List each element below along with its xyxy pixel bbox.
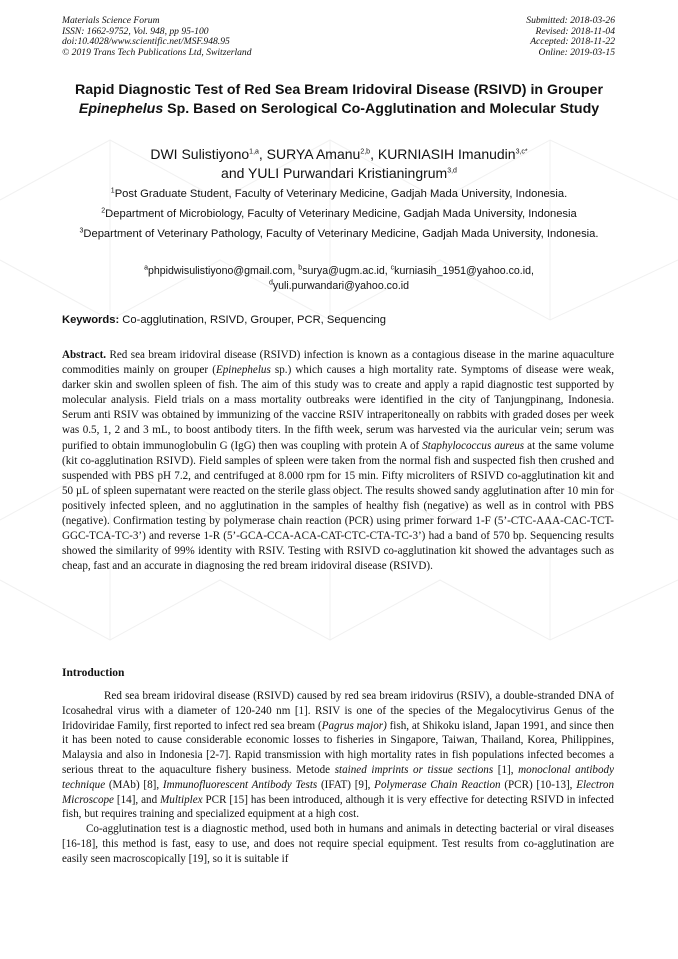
online-date: Online: 2019-03-15 [538, 46, 615, 58]
author-affiliation-mark: 2,b [360, 148, 371, 156]
email-mark: d [268, 279, 273, 287]
abstract-label: Abstract. [62, 349, 107, 361]
author-name: , SURYA Amanu [258, 146, 361, 162]
author-line-1 [62, 145, 616, 164]
email-address[interactable]: yuli.purwandari@yahoo.co.id [272, 280, 410, 292]
author-name: and YULI Purwandari Kristianingrum [221, 165, 448, 181]
journal-name: Materials Science Forum [62, 15, 160, 26]
affiliation-text: Department of Microbiology, Faculty of Veterinary Medicine, Gadjah Mada University, Indonesia [105, 208, 577, 220]
email-address[interactable]: surya@ugm.ac.id, [302, 265, 391, 277]
email-line-1 [62, 264, 616, 279]
body-italic: monoclonal antibody technique [62, 763, 614, 791]
affiliation-number: 1 [110, 187, 115, 195]
journal-issn: ISSN: 1662-9752, Vol. 948, pp 95-100 [62, 25, 209, 37]
body-text: (MAb) [8], [105, 778, 163, 791]
affiliation-list [62, 186, 616, 246]
title-genus: Epinephelus [78, 100, 164, 117]
title-text-part2: Sp. Based on Serological Co-Agglutination and Molecular Study [163, 100, 600, 117]
paragraph [62, 689, 614, 822]
affiliation-number: 3 [79, 227, 84, 235]
paragraph: Co-agglutination test is a diagnostic method, used both in humans and animals in detecting bacterial or viral diseases [16-18], this method is fast, easy to use, and does not require special equipment. Test results from co-agglutination are easily seen macroscopically [19], so it is suitable if [62, 823, 614, 865]
abstract-text: Red sea bream iridoviral disease (RSIVD) infection is known as a contagious disease in the marine aquaculture commodities mainly on grouper ( [62, 349, 614, 377]
email-line-2 [62, 279, 616, 294]
affiliation-1 [62, 186, 616, 202]
email-address[interactable]: kurniasih_1951@yahoo.co.id, [394, 265, 534, 277]
abstract-italic: Epinephelus [215, 364, 271, 377]
submitted-date: Submitted: 2018-03-26 [526, 15, 615, 26]
author-affiliation-mark: 3,c* [515, 148, 528, 156]
journal-header-right [526, 16, 615, 58]
body-italic: stained imprints or tissue sections [334, 763, 494, 776]
body-text: [14], and [113, 793, 161, 806]
journal-header-left [62, 16, 252, 58]
journal-copyright: © 2019 Trans Tech Publications Ltd, Switzerland [62, 46, 252, 58]
affiliation-3 [62, 226, 616, 242]
email-list [62, 264, 616, 294]
email-mark: b [298, 264, 303, 272]
body-text: fish, at Shikoku island, Japan 1991, and since then it has been noted to cause considerable economic losses to fisheries in Singapore, Taiwan, Thailand, Korea, Philippines, Malaysia and also in Indonesia [2-7]. Rapid transmission with high mortality rates in fish populations infected becomes a serious threat to the aquaculture fishery business. Metode [62, 719, 614, 776]
body-italic: Polymerase Chain Reaction [374, 778, 501, 791]
author-list [62, 145, 616, 183]
email-mark: a [144, 264, 148, 272]
body-italic: Multiplex [160, 793, 203, 806]
author-name: DWI Sulistiyono [150, 146, 250, 162]
body-italic: Pagrus major) [321, 719, 387, 732]
accepted-date: Accepted: 2018-11-22 [530, 36, 615, 48]
introduction-body [62, 689, 614, 867]
keywords-text: Co-agglutination, RSIVD, Grouper, PCR, Sequencing [119, 314, 386, 326]
body-italic: Immunofluorescent Antibody Tests [162, 778, 318, 791]
author-line-2 [62, 164, 616, 183]
body-text: Red sea bream iridoviral disease (RSIVD) caused by red sea bream iridovirus (RSIV), a double-stranded DNA of Icosahedral virus with a diameter of 120-240 nm [1]. RSIV is one of the species of the Megalocytivirus Genus of the Iridoviridae Family, first reported to infect red sea bream ( [62, 690, 614, 732]
author-affiliation-mark: 1,a [249, 148, 259, 156]
affiliation-2 [62, 206, 616, 222]
title-text-part1: Rapid Diagnostic Test of Red Sea Bream Iridoviral Disease (RSIVD) in Grouper [75, 82, 603, 98]
keywords [62, 313, 616, 328]
abstract-text: at the same volume (kit co-agglutination RSIVD). Field samples of spleen were taken from the normal fish and suspected fish then crushed and suspended with PBS pH 7.2, and centrifuged at 8.000 rpm for 15 min. Fifty microliters of RSIVD co-agglutination kit and 50 µL of spleen supernatant were reacted on the sterile glass object. The results showed sandy agglutination after 10 min for positively infected spleen, and no agglutination in the samples of healthy fish (negative) as well as in control with PBS (negative). Confirmation testing by polymerase chain reaction (PCR) using primer forward 1-F (5’-CTC-AAA-CAC-TCT-GGC-TCA-TC-3’) and reverse 1-R (5’-GCA-CCA-ACA-CAT-CTC-CTA-TC-3’) had a band of 570 bp. Sequencing results showed the similarity of 99% identity with RSIV. Testing with RSIVD co-agglutination kit showed the advantages such as cheap, fast and an accurate in diagnosing the red bream iridoviral disease (RSIVD). [62, 439, 614, 573]
abstract [62, 348, 614, 574]
affiliation-text: Post Graduate Student, Faculty of Veterinary Medicine, Gadjah Mada University, Indonesia. [114, 188, 568, 200]
section-heading-introduction: Introduction [62, 667, 125, 679]
paper-title [62, 81, 616, 118]
journal-doi[interactable]: doi:10.4028/www.scientific.net/MSF.948.95 [62, 36, 230, 48]
abstract-text: sp.) which causes a high mortality rate. Symptoms of disease were weak, darker skin and swollen spleen of fish. The aim of this study was to create and apply a rapid diagnostic test supported by molecular analysis. Field trials on a mass mortality outbreaks were identified in the city of Tanjungpinang, Indonesia. Serum anti RSIV was obtained by immunizing of the vaccine RSIV intraperitoneally on rabbits with graded doses per week was 0.5, 1, 2 and 3 mL, to boost antibody titers. In the fifth week, serum was harvested via the auricular vein; serum was purified to obtain immunoglobulin G (IgG) then was coupling with protein A of [62, 364, 614, 452]
affiliation-text: Department of Veterinary Pathology, Faculty of Veterinary Medicine, Gadjah Mada University, Indonesia. [83, 228, 599, 240]
body-text: [1], [493, 763, 519, 776]
keywords-label: Keywords: [62, 314, 120, 326]
affiliation-number: 2 [101, 207, 106, 215]
author-affiliation-mark: 3,d [447, 167, 457, 175]
abstract-italic: Staphylococcus aureus [422, 439, 525, 452]
revised-date: Revised: 2018-11-04 [535, 25, 615, 37]
email-mark: c [390, 264, 395, 272]
body-text: PCR [15] has been introduced, although it is very effective for detecting RSIVD in infected fish, but requires training and specialized equipment at a high cost. [62, 793, 614, 821]
body-text: (PCR) [10-13], [500, 778, 577, 791]
body-text: (IFAT) [9], [317, 778, 375, 791]
author-name: , KURNIASIH Imanudin [370, 146, 516, 162]
body-italic: Electron Microscope [62, 778, 614, 806]
email-address[interactable]: phpidwisulistiyono@gmail.com, [147, 265, 299, 277]
